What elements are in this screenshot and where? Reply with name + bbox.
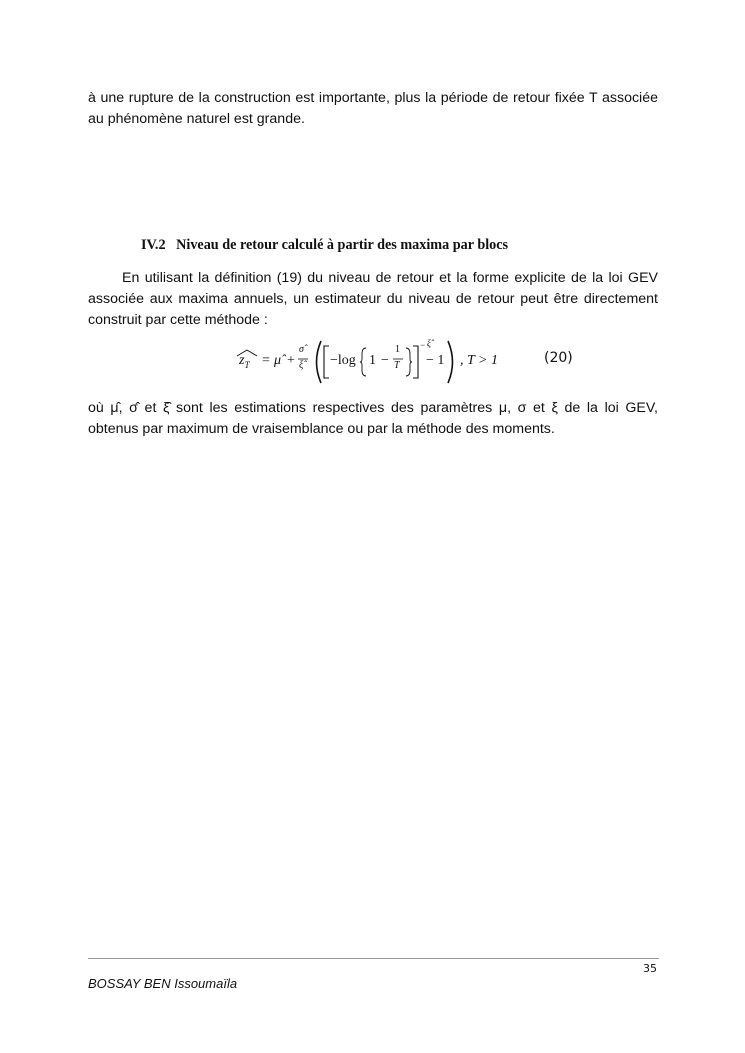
section-number: IV.2: [141, 237, 166, 253]
eq-sigma-hat: σ̂: [299, 344, 304, 355]
eq-mu-hat: μ̂: [274, 353, 282, 368]
section-heading: [141, 237, 508, 254]
where-paragraph: où μ̂, σ̂ et ξ̂ sont les estimations respectives des paramètres μ, σ et ξ de la loi GEV, obtenus par maximum de vraisemblance ou par la méthode des moments.: [88, 400, 658, 437]
eq-one: 1: [369, 353, 376, 368]
right-paren-glyph: [446, 340, 458, 384]
footer-author: BOSSAY BEN Issoumaïla: [88, 976, 238, 991]
eq-minus-one: − 1: [426, 353, 445, 368]
section-title: Niveau de retour calculé à partir des maxima par blocs: [176, 237, 509, 253]
eq-exponent-minus: −: [420, 340, 426, 350]
equation-number: (20): [544, 350, 573, 366]
eq-condition: , T > 1: [460, 353, 498, 368]
eq-xi-hat: ξ̂: [299, 360, 304, 371]
eq-lhs: $z_T$: [239, 353, 250, 370]
eq-minus: −: [381, 353, 389, 368]
eq-plus: +: [287, 353, 295, 368]
return-level-equation: [236, 340, 506, 384]
eq-log: −log: [330, 353, 356, 368]
intro-paragraph: à une rupture de la construction est importante, plus la période de retour fixée T associée au phénomène naturel est grande.: [88, 90, 658, 127]
method-paragraph: En utilisant la définition (19) du niveau de retour et la forme explicite de la loi GEV associée aux maxima annuels, un estimateur du niveau de retour peut être directement construit par cette méthode :: [88, 270, 658, 328]
left-brace-glyph: [359, 347, 368, 377]
eq-exponent-xi: ξ̂: [427, 338, 431, 348]
footer-divider: [88, 958, 659, 959]
left-bracket-glyph: [322, 345, 330, 379]
page-number: 35: [643, 962, 657, 975]
eq-frac-T: T: [394, 360, 400, 371]
eq-frac-one: 1: [395, 344, 400, 355]
right-bracket-glyph: [412, 345, 420, 379]
eq-equals: =: [262, 353, 270, 368]
